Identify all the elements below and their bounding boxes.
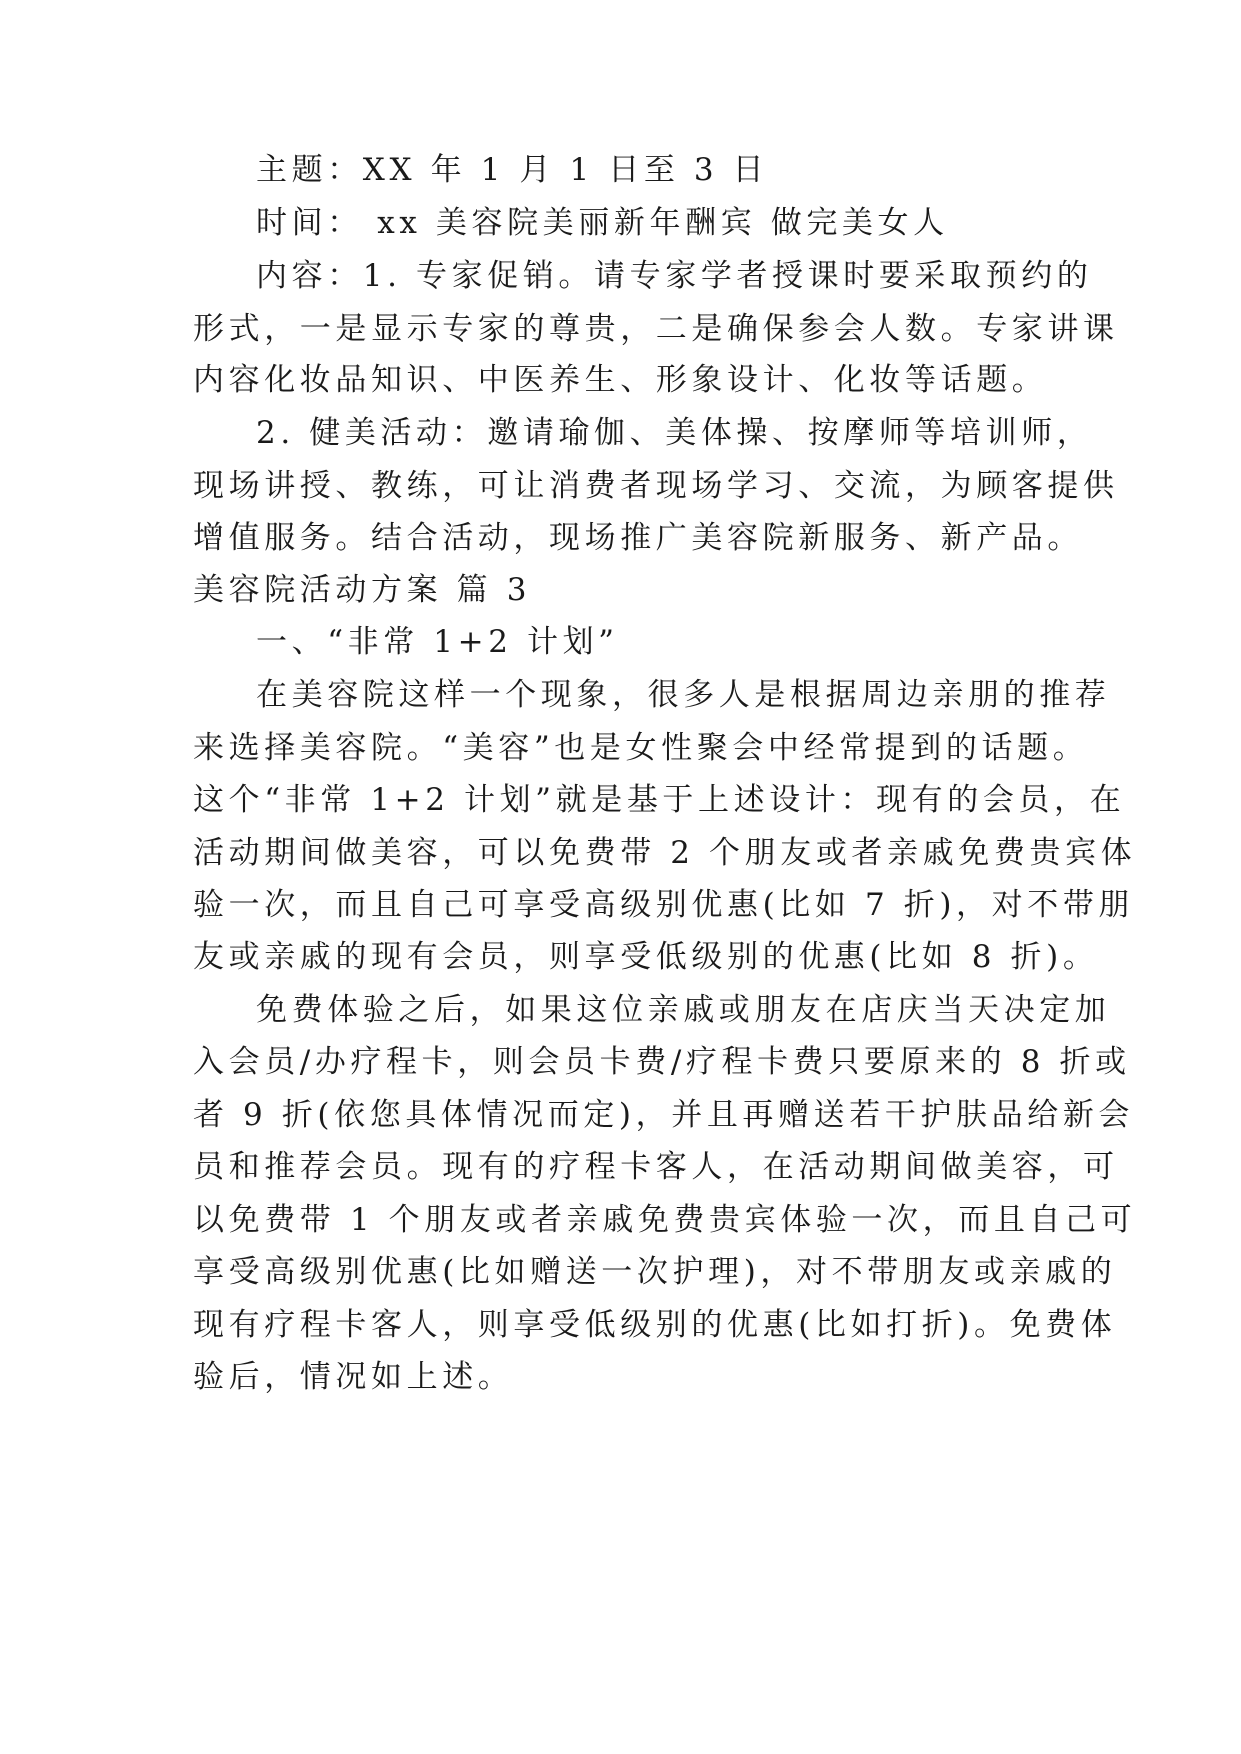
trial-paragraph-line-7: 现有疗程卡客人，则享受低级别的优惠(比如打折)。免费体 <box>193 1307 1117 1343</box>
plan-paragraph-line-3: 这个“非常 1+2 计划”就是基于上述设计：现有的会员，在 <box>193 782 1126 818</box>
trial-paragraph-line-1: 免费体验之后，如果这位亲戚或朋友在店庆当天决定加 <box>256 992 1111 1028</box>
trial-paragraph-line-8: 验后，情况如上述。 <box>193 1359 514 1395</box>
plan-paragraph-line-2: 来选择美容院。“美容”也是女性聚会中经常提到的话题。 <box>193 730 1089 766</box>
time-line: 时间： xx 美容院美丽新年酬宾 做完美女人 <box>256 205 949 241</box>
topic-line: 主题：XX 年 1 月 1 日至 3 日 <box>256 152 769 188</box>
fitness-line-2: 现场讲授、教练，可让消费者现场学习、交流，为顾客提供 <box>193 468 1119 504</box>
content-line-1: 内容：1. 专家促销。请专家学者授课时要采取预约的 <box>256 258 1093 294</box>
content-line-2: 形式，一是显示专家的尊贵，二是确保参会人数。专家讲课 <box>193 311 1119 347</box>
trial-paragraph-line-5: 以免费带 1 个朋友或者亲戚免费贵宾体验一次，而且自己可 <box>193 1202 1137 1238</box>
trial-paragraph-line-3: 者 9 折(依您具体情况而定)，并且再赠送若干护肤品给新会 <box>193 1097 1135 1133</box>
content-line-3: 内容化妆品知识、中医养生、形象设计、化妆等话题。 <box>193 362 1048 398</box>
plan-paragraph-line-1: 在美容院这样一个现象，很多人是根据周边亲朋的推荐 <box>256 677 1111 713</box>
fitness-line-1: 2. 健美活动：邀请瑜伽、美体操、按摩师等培训师， <box>256 415 1093 451</box>
plan-paragraph-line-5: 验一次，而且自己可享受高级别优惠(比如 7 折)，对不带朋 <box>193 887 1135 923</box>
trial-paragraph-line-2: 入会员/办疗程卡，则会员卡费/疗程卡费只要原来的 8 折或 <box>193 1044 1131 1080</box>
trial-paragraph-line-6: 享受高级别优惠(比如赠送一次护理)，对不带朋友或亲戚的 <box>193 1254 1117 1290</box>
section-heading: 美容院活动方案 篇 3 <box>193 572 532 608</box>
plan-paragraph-line-4: 活动期间做美容，可以免费带 2 个朋友或者亲戚免费贵宾体 <box>193 835 1137 871</box>
plan-paragraph-line-6: 友或亲戚的现有会员，则享受低级别的优惠(比如 8 折)。 <box>193 939 1099 975</box>
fitness-line-3: 增值服务。结合活动，现场推广美容院新服务、新产品。 <box>193 520 1083 556</box>
trial-paragraph-line-4: 员和推荐会员。现有的疗程卡客人，在活动期间做美容，可 <box>193 1149 1119 1185</box>
plan-heading: 一、“非常 1+2 计划” <box>256 624 619 660</box>
